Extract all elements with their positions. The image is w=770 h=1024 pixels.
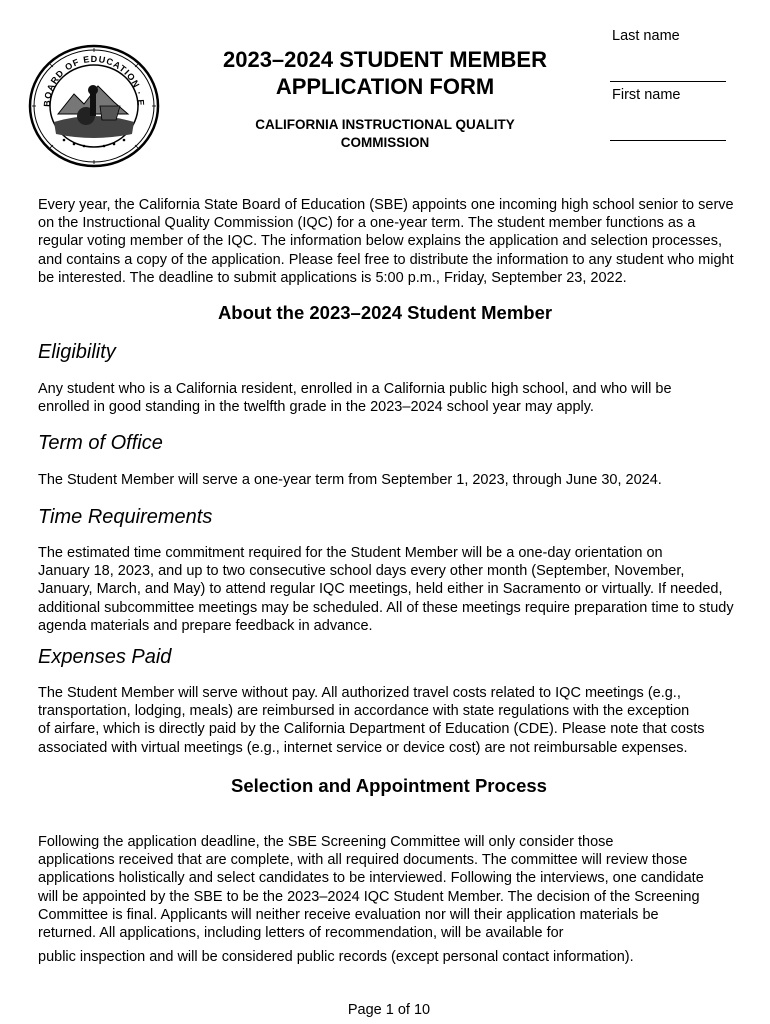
selection-line: applications received that are complete, with all required documents. The committee will review those (38, 852, 688, 869)
intro-line: and contains a copy of the application. Please feel free to distribute the information to any student who might (38, 251, 734, 268)
term-heading: Term of Office (38, 432, 163, 454)
last-name-line[interactable] (610, 81, 726, 82)
selection-heading: Selection and Appointment Process (231, 775, 547, 796)
form-title-line-1: 2023–2024 STUDENT MEMBER (222, 47, 547, 72)
expenses-paragraph (38, 684, 768, 757)
term-line: The Student Member will serve a one-year term from September 1, 2023, through June 30, 2024. (38, 472, 662, 488)
form-subtitle (220, 116, 550, 152)
expenses-line: transportation, lodging, meals) are reimbursed in accordance with state regulations with the exception (38, 703, 690, 720)
about-heading: About the 2023–2024 Student Member (217, 302, 553, 323)
time-line: January, March, and May) to attend regular IQC meetings, held either in Sacramento or virtually. If needed, (38, 581, 723, 598)
form-subtitle-line-2: COMMISSION (340, 135, 430, 150)
selection-line: Following the application deadline, the SBE Screening Committee will only consider those (38, 834, 614, 850)
time-line: The estimated time commitment required for the Student Member will be a one-day orientation on (38, 545, 663, 561)
expenses-line: associated with virtual meetings (e.g., internet service or device cost) are not reimbursable expenses. (38, 739, 688, 756)
selection-line: Committee is final. Applicants will neither receive evaluation nor will their application materials be (38, 906, 659, 923)
last-name-label: Last name (612, 28, 680, 44)
svg-text:STATE BOARD OF EDUCATION · EUR (28, 44, 146, 107)
time-line: January 18, 2023, and up to two consecutive school days every other month (September, November, (38, 563, 685, 580)
intro-paragraph (38, 196, 768, 287)
time-heading: Time Requirements (38, 506, 213, 528)
intro-line: regular voting member of the IQC. The information below explains the application and selection processes, (38, 233, 723, 250)
selection-line: will be appointed by the SBE to be the 2023–2024 IQC Student Member. The decision of the Screening (38, 888, 700, 905)
expenses-line: The Student Member will serve without pay. All authorized travel costs related to IQC meetings (e.g., (38, 685, 681, 701)
expenses-heading: Expenses Paid (38, 646, 172, 668)
selection-paragraph (38, 833, 768, 942)
state-board-seal (28, 44, 160, 168)
expenses-line: of airfare, which is directly paid by the California Department of Education (CDE). Please note that costs (38, 721, 705, 738)
eligibility-paragraph (38, 380, 768, 416)
time-line: agenda materials and prepare feedback in advance. (38, 617, 373, 634)
eligibility-heading: Eligibility (38, 341, 116, 363)
intro-line: be interested. The deadline to submit applications is 5:00 p.m., Friday, September 23, 2022. (38, 269, 627, 286)
time-line: additional subcommittee meetings may be scheduled. All of these meetings require preparation time to study (38, 599, 734, 616)
first-name-line[interactable] (610, 140, 726, 141)
time-paragraph (38, 544, 768, 635)
page-number: Page 1 of 10 (347, 1002, 431, 1018)
selection-line: applications holistically and select candidates to be interviewed. Following the interviews, one candidate (38, 870, 704, 887)
intro-line: on the Instructional Quality Commission (IQC) for a one-year term. The student member functions as a (38, 215, 696, 232)
seal-text: BOARD OF EDUCATION · E (41, 53, 147, 108)
form-title (180, 46, 590, 100)
first-name-label: First name (612, 87, 681, 103)
eligibility-line: Any student who is a California resident, enrolled in a California public high school, and who will be (38, 381, 672, 397)
selection-last-line: public inspection and will be considered public records (except personal contact information). (38, 949, 634, 965)
form-title-line-2: APPLICATION FORM (275, 74, 495, 99)
form-subtitle-line-1: CALIFORNIA INSTRUCTIONAL QUALITY (255, 117, 515, 132)
intro-line: Every year, the California State Board of Education (SBE) appoints one incoming high school senior to serve (38, 197, 734, 213)
term-paragraph (38, 471, 768, 489)
selection-line: returned. All applications, including letters of recommendation, will be available for (38, 925, 564, 942)
eligibility-line: enrolled in good standing in the twelfth grade in the 2023–2024 school year may apply. (38, 399, 594, 416)
